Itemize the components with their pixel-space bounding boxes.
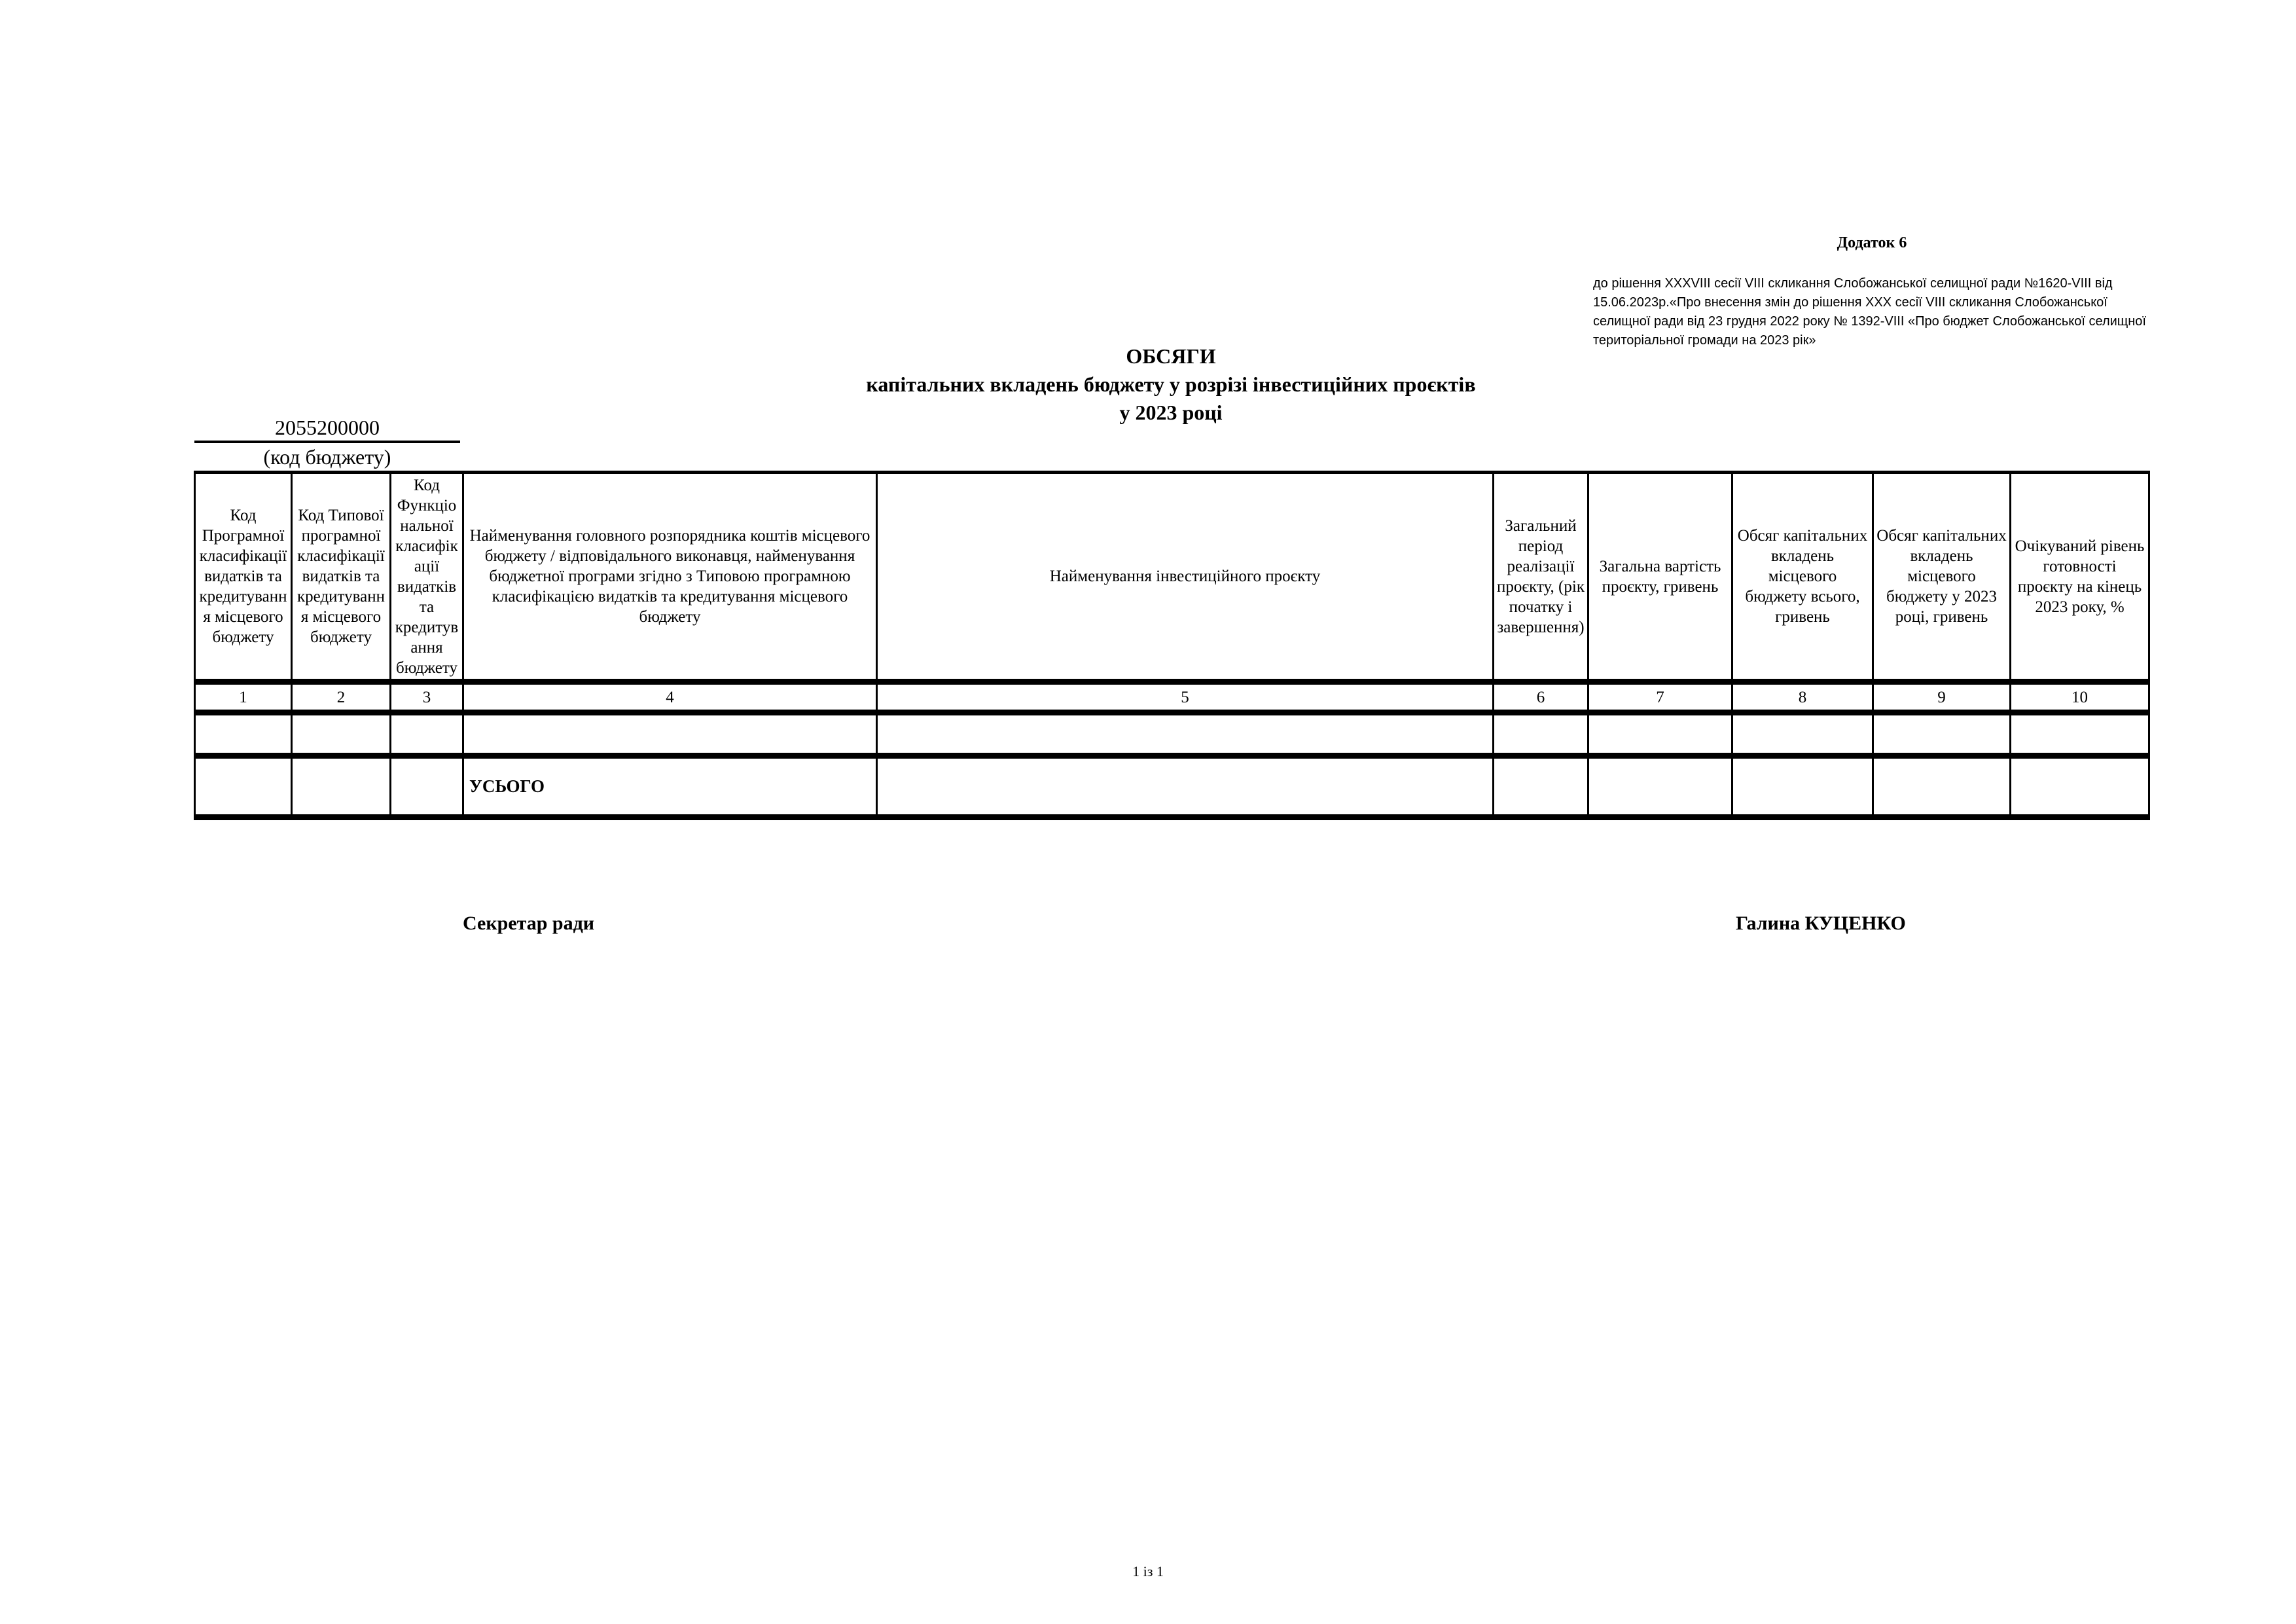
secretary-position: Секретар ради xyxy=(463,912,595,934)
total-label-cell: УСЬОГО xyxy=(463,756,877,818)
budget-code-label: (код бюджету) xyxy=(263,445,391,469)
column-numbers-row xyxy=(195,682,2149,713)
column-number-cell: 9 xyxy=(1873,682,2011,713)
header-cell-program-classification-code: Код Програмної класифікації видатків та кредитування місцевого бюджету xyxy=(195,473,292,682)
header-cell-expected-readiness: Очікуваний рівень готовності проєкту на кінець 2023 року, % xyxy=(2011,473,2149,682)
data-cell xyxy=(292,756,391,818)
investments-table xyxy=(194,471,2150,820)
header-cell-capital-investment-total: Обсяг капітальних вкладень місцевого бюджету всього, гривень xyxy=(1732,473,1873,682)
column-number-cell: 1 xyxy=(195,682,292,713)
column-number-cell: 8 xyxy=(1732,682,1873,713)
header-cell-implementation-period: Загальний період реалізації проєкту, (рік початку і завершення) xyxy=(1494,473,1588,682)
data-cell xyxy=(1494,756,1588,818)
column-number-cell: 7 xyxy=(1588,682,1732,713)
title-line-1: ОБСЯГИ xyxy=(1126,344,1216,368)
header-cell-investment-project-name: Найменування інвестиційного проєкту xyxy=(877,473,1494,682)
data-cell xyxy=(1588,713,1732,756)
column-number-cell: 2 xyxy=(292,682,391,713)
data-cell xyxy=(463,713,877,756)
data-cell xyxy=(391,756,463,818)
data-cell xyxy=(1588,756,1732,818)
data-cell xyxy=(195,713,292,756)
column-number-cell: 6 xyxy=(1494,682,1588,713)
header-cell-total-project-cost: Загальна вартість проєкту, гривень xyxy=(1588,473,1732,682)
data-cell xyxy=(1494,713,1588,756)
data-cell xyxy=(1873,713,2011,756)
data-cell xyxy=(877,756,1494,818)
annex-note xyxy=(1593,234,2151,350)
table-header-row xyxy=(195,473,2149,682)
document-title xyxy=(194,342,2148,427)
title-line-2: капітальних вкладень бюджету у розрізі інвестиційних проєктів xyxy=(866,372,1476,396)
budget-code xyxy=(194,415,460,469)
column-number-cell: 3 xyxy=(391,682,463,713)
data-cell xyxy=(2011,756,2149,818)
page-number: 1 із 1 xyxy=(1132,1563,1164,1579)
header-cell-typical-program-classification-code: Код Типової програмної класифікації видатків та кредитування місцевого бюджету xyxy=(292,473,391,682)
header-cell-capital-investment-2023: Обсяг капітальних вкладень місцевого бюджету у 2023 році, гривень xyxy=(1873,473,2011,682)
header-cell-functional-classification-code: Код Функціональної класифікації видатків та кредитування бюджету xyxy=(391,473,463,682)
data-cell xyxy=(391,713,463,756)
header-cell-main-spender-name: Найменування головного розпорядника коштів місцевого бюджету / відповідального виконавця, найменування бюджетної програми згідно з Типовою програмною класифікацією видатків та кредитування місцевого бюджету xyxy=(463,473,877,682)
data-cell xyxy=(1732,756,1873,818)
secretary-name: Галина КУЦЕНКО xyxy=(1736,912,1906,934)
budget-code-value: 2055200000 xyxy=(194,415,460,443)
data-cell xyxy=(195,756,292,818)
title-line-3: у 2023 році xyxy=(1119,401,1223,424)
data-cell xyxy=(292,713,391,756)
data-cell xyxy=(2011,713,2149,756)
empty-data-row xyxy=(195,713,2149,756)
column-number-cell: 10 xyxy=(2011,682,2149,713)
data-cell xyxy=(877,713,1494,756)
annex-reference: до рішення XXXVIII сесії VIII скликання Слобожанської селищної ради №1620-VIII від 15.06.2023р.«Про внесення змін до рішення XXX сесії VIII скликання Слобожанської селищної ради від 23 грудня 2022 року № 1392-VIII «Про бюджет Слобожанської селищної територіальної громади на 2023 рік» xyxy=(1593,276,2146,348)
column-number-cell: 5 xyxy=(877,682,1494,713)
annex-label: Додаток 6 xyxy=(1837,234,1907,251)
column-number-cell: 4 xyxy=(463,682,877,713)
data-cell xyxy=(1873,756,2011,818)
total-row xyxy=(195,756,2149,818)
data-cell xyxy=(1732,713,1873,756)
